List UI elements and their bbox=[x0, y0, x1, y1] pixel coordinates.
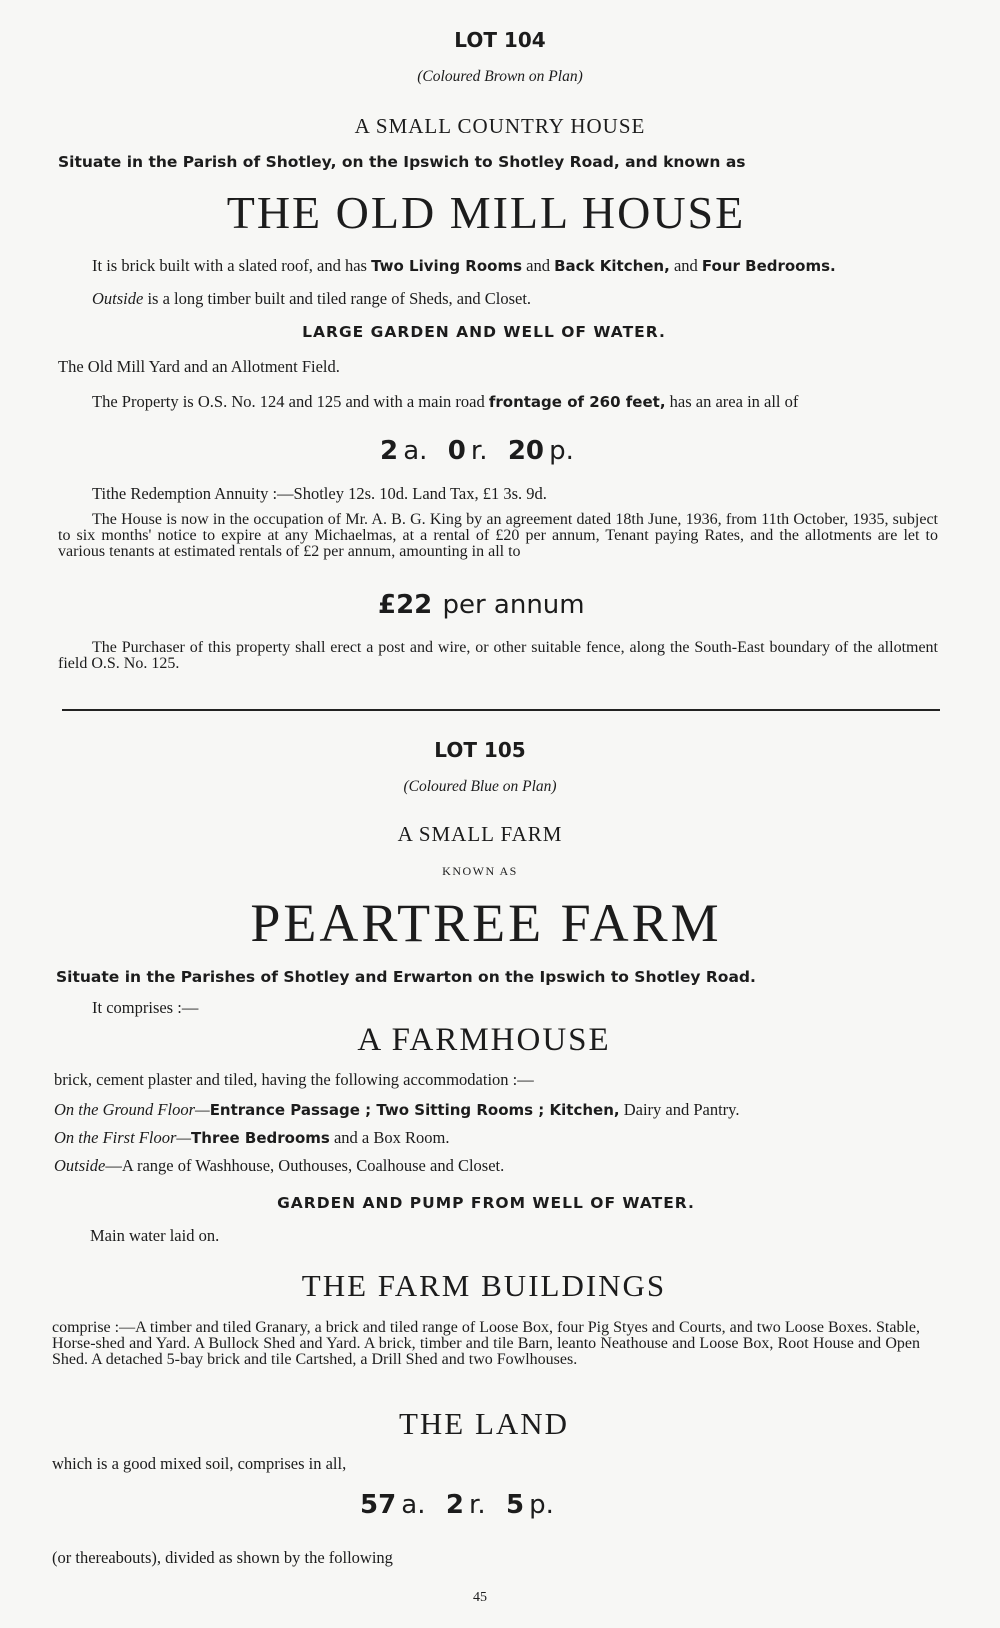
lot-104-kind: A SMALL COUNTRY HOUSE bbox=[354, 114, 646, 138]
ground-floor: On the Ground Floor—Entrance Passage ; Two Sitting Rooms ; Kitchen, Dairy and Pantry. bbox=[54, 1100, 740, 1119]
farmhouse-garden: GARDEN AND PUMP FROM WELL OF WATER. bbox=[277, 1194, 695, 1212]
farmhouse-heading: A FARMHOUSE bbox=[357, 1022, 611, 1058]
lot-105-situate: Situate in the Parishes of Shotley and Erwarton on the Ipswich to Shotley Road. bbox=[56, 968, 756, 986]
farm-buildings-description: comprise :—A timber and tiled Granary, a brick and tiled range of Loose Box, four Pig Styes and Courts, and two Loose Boxes. Stable, Horse-shed and Yard. A Bullock Shed and Yard. A brick, timber and tile Barn, leanto Neathouse and Loose Box, Root House and Open Shed. A detached 5-bay brick and tile Cartshed, a Drill Shed and two Fowlhouses. bbox=[52, 1319, 920, 1368]
main-water: Main water laid on. bbox=[90, 1226, 220, 1245]
farm-buildings-heading: THE FARM BUILDINGS bbox=[301, 1268, 667, 1303]
lot-105-title: LOT 105 bbox=[434, 738, 526, 762]
lot-104-outside: Outside is a long timber built and tiled range of Sheds, and Closet. bbox=[92, 289, 532, 308]
land-description: which is a good mixed soil, comprises in all, bbox=[52, 1454, 347, 1473]
farmhouse-outside: Outside—A range of Washhouse, Outhouses, Coalhouse and Closet. bbox=[54, 1156, 505, 1175]
lot-105-farm-name: PEARTREE FARM bbox=[250, 893, 722, 953]
farmhouse-description: brick, cement plaster and tiled, having the following accommodation :— bbox=[54, 1070, 534, 1089]
lot-104-area: 2 a. 0 r. 20 p. bbox=[380, 436, 574, 466]
lot-105-kind: A SMALL FARM bbox=[397, 822, 563, 846]
lot-104-title: LOT 104 bbox=[454, 28, 546, 52]
land-heading: THE LAND bbox=[398, 1406, 570, 1441]
lot-105-known-as: KNOWN AS bbox=[442, 864, 518, 878]
lot-105-plan-colour: (Coloured Blue on Plan) bbox=[403, 778, 557, 795]
lot-105-comprises: It comprises :— bbox=[92, 998, 199, 1017]
lot-104-purchaser-note: The Purchaser of this property shall erect a post and wire, or other suitable fence, along the South-East boundary of the allotment field O.S. No. 125. bbox=[58, 639, 938, 672]
lot-104-tithe: Tithe Redemption Annuity :—Shotley 12s. 10d. Land Tax, £1 3s. 9d. bbox=[92, 484, 547, 503]
first-floor: On the First Floor—Three Bedrooms and a Box Room. bbox=[54, 1128, 450, 1147]
section-divider bbox=[62, 709, 940, 711]
lot-104-situate: Situate in the Parish of Shotley, on the Ipswich to Shotley Road, and known as bbox=[58, 153, 746, 171]
lot-104-garden: LARGE GARDEN AND WELL OF WATER. bbox=[302, 323, 666, 341]
page-number: 45 bbox=[473, 1590, 487, 1605]
lot-104-property: The Property is O.S. No. 124 and 125 and with a main road frontage of 260 feet, has an area in all of bbox=[92, 392, 799, 411]
lot-105-area: 57 a. 2 r. 5 p. bbox=[360, 1490, 554, 1520]
lot-104-rental: £22 per annum bbox=[378, 590, 585, 620]
lot-104-yard: The Old Mill Yard and an Allotment Field. bbox=[58, 357, 340, 376]
land-divided: (or thereabouts), divided as shown by the following bbox=[52, 1548, 393, 1567]
lot-104-description: It is brick built with a slated roof, and has Two Living Rooms and Back Kitchen, and Four Bedrooms. bbox=[92, 256, 836, 275]
lot-104-house-name: THE OLD MILL HOUSE bbox=[226, 187, 746, 238]
lot-104-occupation: The House is now in the occupation of Mr. A. B. G. King by an agreement dated 18th June, 1936, from 11th October, 1935, subject to six months' notice to expire at any Michaelmas, at a rental of £20 per annum, Tenant paying Rates, and the allotments are let to various tenants at estimated rentals of £2 per annum, amounting in all to bbox=[58, 511, 938, 560]
lot-104-plan-colour: (Coloured Brown on Plan) bbox=[417, 68, 583, 85]
